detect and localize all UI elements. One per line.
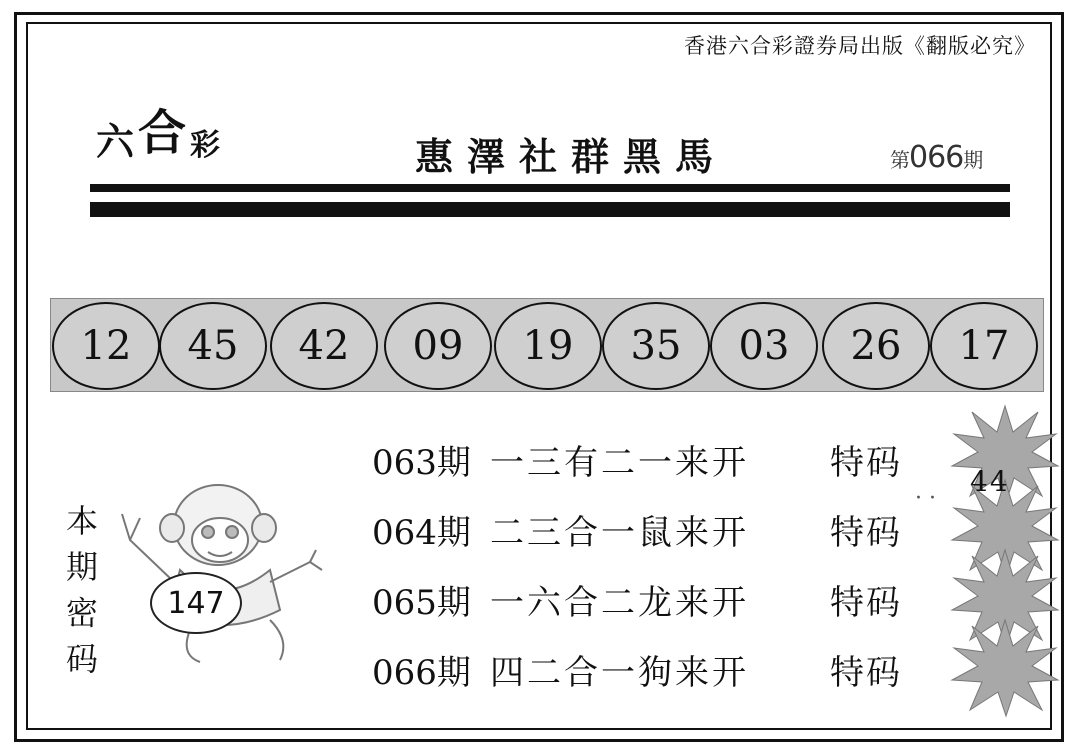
row-special-label: 特码	[830, 653, 902, 693]
issue-suffix: 期	[963, 148, 983, 172]
number-ball: 35	[602, 302, 710, 390]
prediction-row	[372, 505, 902, 554]
page-title: 惠澤社群黑馬	[415, 134, 728, 179]
row-phrase: 一六合二龙来开	[490, 583, 749, 623]
divider-thick	[90, 202, 1010, 217]
number-ball: 03	[710, 302, 818, 390]
row-period: 065期	[372, 583, 471, 623]
logo	[96, 100, 224, 169]
starburst-icon	[950, 618, 1060, 718]
secret-label-char: 本	[65, 502, 98, 540]
dots-decoration: · ·	[915, 486, 936, 511]
row-phrase: 二三合一鼠来开	[490, 513, 749, 553]
row-period: 066期	[372, 653, 471, 693]
number-ball: 17	[930, 302, 1038, 390]
logo-char-2: 合	[138, 105, 191, 161]
number-ball: 45	[159, 302, 267, 390]
logo-char-3: 彩	[190, 128, 225, 163]
divider-thin	[90, 184, 1010, 192]
number-ball: 26	[822, 302, 930, 390]
publisher-notice: 香港六合彩證券局出版《翻版必究》	[684, 34, 1036, 58]
monkey-mascot-icon	[110, 470, 330, 670]
row-special-label: 特码	[830, 443, 902, 483]
row-special-label: 特码	[830, 583, 902, 623]
issue-number	[890, 140, 982, 175]
issue-value: 066	[909, 140, 964, 175]
secret-number-badge: 147	[150, 572, 242, 634]
secret-label-char: 码	[65, 640, 98, 678]
row-phrase: 四二合一狗来开	[490, 653, 749, 693]
secret-label-char: 密	[65, 594, 98, 632]
row-phrase: 一三有二一来开	[490, 443, 749, 483]
secret-label	[62, 498, 102, 682]
number-ball: 12	[52, 302, 160, 390]
prediction-row	[372, 575, 902, 624]
number-ball: 19	[494, 302, 602, 390]
row-special-label: 特码	[830, 513, 902, 553]
prediction-row	[372, 645, 902, 694]
row-period: 063期	[372, 443, 471, 483]
number-ball: 42	[270, 302, 378, 390]
logo-char-1: 六	[96, 119, 139, 164]
prediction-row	[372, 435, 902, 484]
issue-prefix: 第	[890, 148, 909, 172]
secret-label-char: 期	[65, 548, 98, 586]
row-period: 064期	[372, 513, 471, 553]
burst-number: 44	[970, 465, 1010, 498]
number-ball: 09	[384, 302, 492, 390]
